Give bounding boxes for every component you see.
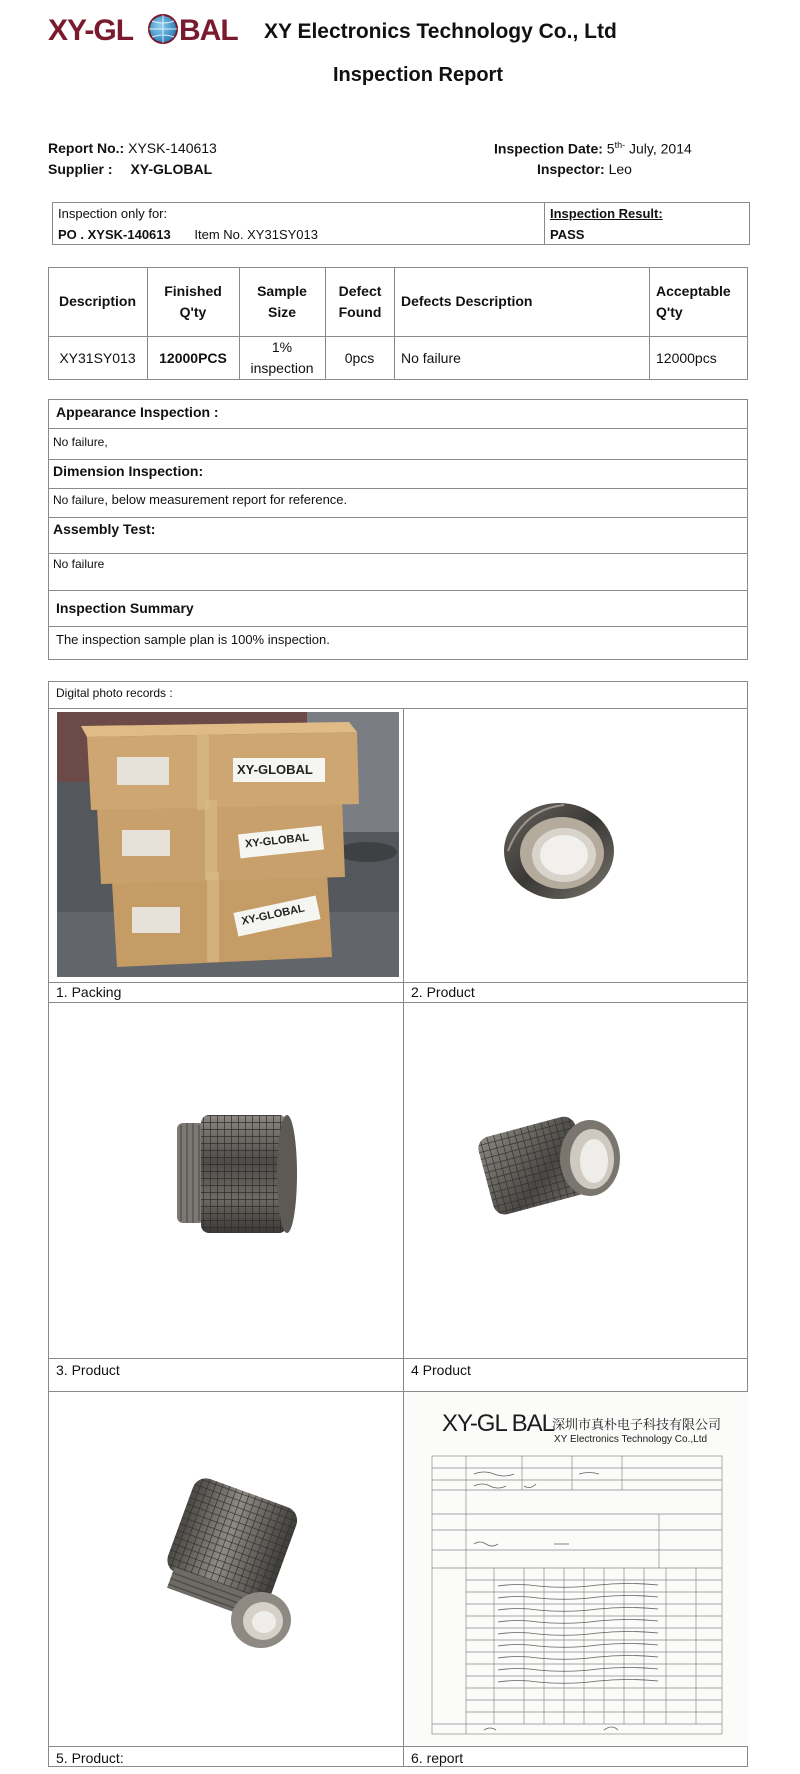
assembly-heading: Assembly Test:: [53, 521, 156, 537]
inspection-date-label: Inspection Date:: [494, 140, 603, 157]
dimension-text-2: , below measurement report for reference.: [104, 492, 348, 507]
box-label-1: XY-GLOBAL: [237, 762, 313, 777]
inspection-result-label: Inspection Result:: [550, 206, 663, 221]
inspection-for-label: Inspection only for:: [58, 206, 168, 221]
td-acceptable-qty: 12000pcs: [656, 349, 717, 366]
box-label-3: XY-GLOBAL: [240, 902, 306, 928]
item-no-label: Item No.: [194, 227, 244, 242]
appearance-heading: Appearance Inspection :: [56, 404, 219, 420]
th-defect-found: Defect Found: [338, 282, 382, 320]
inspection-date-rest: July, 2014: [629, 140, 692, 157]
caption-6: 6. report: [411, 1750, 464, 1766]
caption-4: 4 Product: [411, 1362, 471, 1378]
po-line: [58, 227, 318, 242]
td-description: XY31SY013: [59, 349, 136, 366]
report-no-line: [48, 140, 217, 156]
svg-text:XY-GL: XY-GL: [48, 14, 134, 47]
photo-records-header: Digital photo records :: [56, 686, 173, 700]
dimension-heading: Dimension Inspection:: [53, 463, 204, 479]
report-doc-cn-company: 深圳市真朴电子科技有限公司: [552, 1418, 722, 1433]
inspection-result-value: PASS: [550, 227, 585, 242]
report-document-photo: [404, 1392, 748, 1746]
company-name: XY Electronics Technology Co., Ltd: [264, 20, 617, 43]
summary-text: The inspection sample plan is 100% inspection.: [56, 632, 330, 647]
th-defects-description: Defects Description: [401, 293, 533, 309]
summary-heading: Inspection Summary: [56, 600, 194, 616]
dimension-text: [53, 492, 347, 507]
product-threaded-photo: [49, 1003, 403, 1358]
box-label-2: XY-GLOBAL: [244, 831, 310, 851]
th-description: Description: [58, 293, 136, 309]
supplier-label: Supplier :: [48, 161, 113, 177]
caption-3: 3. Product: [56, 1362, 120, 1378]
packing-photo: [57, 712, 399, 977]
company-logo: [48, 10, 248, 50]
supplier-line: [48, 161, 212, 177]
product-knurled-photo: [404, 1003, 748, 1358]
supplier-value: XY-GLOBAL: [130, 161, 213, 177]
caption-1: 1. Packing: [56, 984, 122, 1000]
td-defect-found: 0pcs: [344, 349, 375, 366]
inspection-date-day: 5: [606, 140, 615, 157]
inspector-label: Inspector:: [537, 161, 605, 177]
th-finished-qty: Finished Q'ty: [164, 282, 222, 320]
th-acceptable-qty: Acceptable Q'ty: [656, 282, 731, 320]
dimension-text-1: No failure: [53, 493, 105, 507]
caption-2: 2. Product: [411, 984, 475, 1000]
td-sample-size: 1% inspection: [250, 339, 314, 376]
report-doc-form-lines: [404, 1392, 748, 1746]
appearance-text: No failure,: [53, 435, 108, 449]
item-no-value: XY31SY013: [247, 227, 318, 242]
th-sample-size: Sample Size: [257, 282, 307, 320]
po-label: PO .: [58, 227, 85, 242]
po-value: XYSK-140613: [87, 227, 171, 242]
report-no-value: XYSK-140613: [128, 140, 217, 156]
caption-5: 5. Product:: [56, 1750, 124, 1766]
product-standing-photo: [49, 1392, 403, 1746]
page-title: Inspection Report: [332, 64, 503, 86]
inspector-line: [537, 161, 632, 177]
svg-text:BAL: BAL: [179, 14, 238, 47]
inspection-date-suffix: th-: [614, 140, 626, 150]
report-no-label: Report No.:: [48, 140, 125, 156]
report-doc-en-company: XY Electronics Technology Co.,Ltd: [554, 1434, 708, 1445]
td-defects-description: No failure: [401, 349, 461, 366]
inspection-date-line: [494, 140, 692, 157]
td-finished-qty: 12000PCS: [159, 349, 227, 366]
product-ring-photo: [404, 709, 748, 982]
inspector-value: Leo: [608, 161, 632, 177]
report-doc-logo: XY-GL BAL: [442, 1410, 554, 1437]
assembly-text: No failure: [53, 557, 105, 571]
